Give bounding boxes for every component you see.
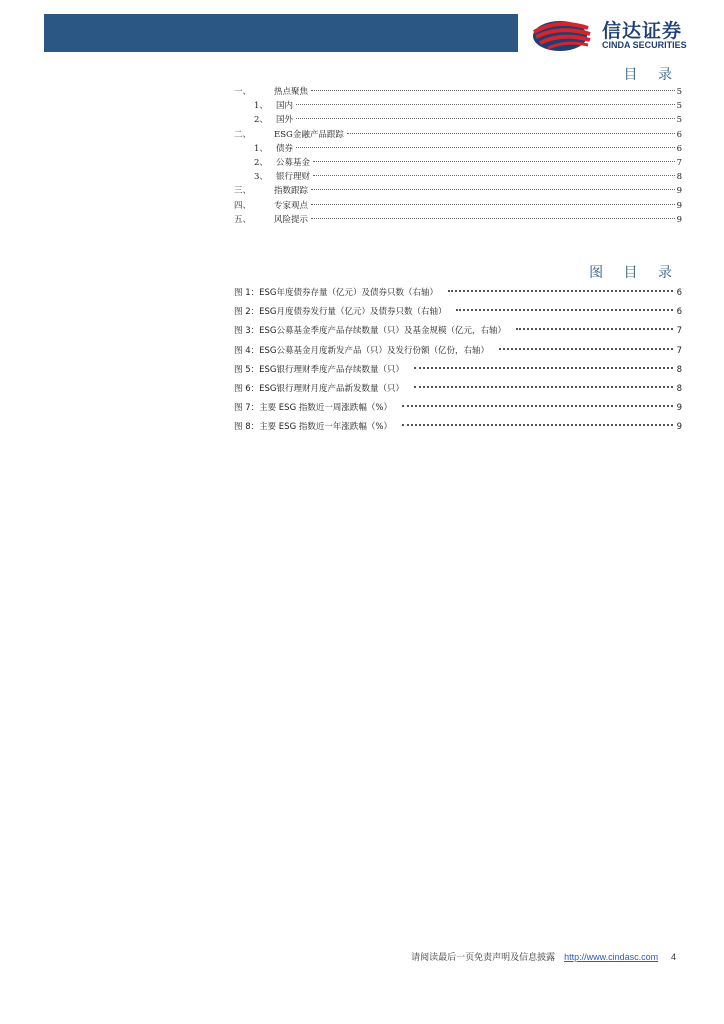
toc-entry-number: 2、 [254, 115, 268, 126]
figure-entry-label: 图 3：ESG公募基金季度产品存续数量（只）及基金规模（亿元，右轴） [234, 326, 506, 337]
toc-entry-label: 国外 [276, 115, 294, 126]
figure-entry-label: 图 2：ESG月度债券发行量（亿元）及债券只数（右轴） [234, 307, 447, 318]
toc-entry-page: 9 [676, 200, 682, 211]
figure-entry-label: 图 6：ESG银行理财月度产品新发数量（只） [234, 383, 404, 394]
dot-leader [296, 108, 675, 119]
toc-entry-label: 指数跟踪 [274, 186, 309, 197]
footer-website-link[interactable]: http://www.cindasc.com [564, 952, 659, 962]
toc-entry-number: 二、 [234, 129, 252, 140]
cinda-logo-icon [530, 14, 594, 54]
toc-entry-label: 国内 [276, 101, 294, 112]
figure-entry-page: 7 [676, 345, 682, 356]
footer-disclaimer: 请阅读最后一页免责声明及信息披露 [411, 953, 556, 963]
toc-entry-label: 公募基金 [276, 157, 311, 168]
dot-leader [311, 80, 675, 91]
dot-leader [414, 357, 673, 369]
toc-title: 目 录 [623, 67, 680, 83]
dot-leader [311, 208, 675, 219]
figure-entry-page: 6 [676, 288, 682, 298]
figure-entry-label: 图 7：主要 ESG 指数近一周涨跌幅（%） [234, 403, 392, 414]
toc-entry-number: 四、 [234, 200, 252, 211]
figure-entry-label: 图 5：ESG银行理财季度产品存续数量（只） [234, 364, 404, 375]
dot-leader [402, 414, 673, 426]
table-of-contents [234, 83, 682, 225]
toc-entry-number: 2、 [254, 157, 268, 168]
logo-name-cn: 信达证券 [602, 20, 683, 42]
toc-entry-number: 五、 [234, 214, 252, 225]
toc-entry-label: ESG金融产品跟踪 [274, 129, 344, 140]
figure-entry-label: 图 8：主要 ESG 指数近一年涨跌幅（%） [234, 422, 392, 433]
toc-entry-page: 5 [676, 101, 682, 112]
dot-leader [414, 376, 673, 388]
figure-entry[interactable] [234, 417, 682, 436]
figure-list-title: 图 目 录 [589, 265, 680, 281]
toc-entry-page: 9 [676, 186, 682, 197]
toc-entry-page: 6 [676, 143, 682, 154]
figure-entry-label: 图 4：ESG公募基金月度新发产品（只）及发行份额（亿份，右轴） [234, 345, 489, 356]
toc-entry-label: 风险提示 [274, 214, 309, 225]
figure-entry-page: 6 [676, 307, 682, 318]
dot-leader [448, 280, 673, 292]
dot-leader [499, 338, 673, 350]
dot-leader [311, 194, 675, 205]
figure-entry-page: 9 [676, 403, 682, 414]
figure-entry-page: 8 [676, 383, 682, 394]
toc-entry-number: 1、 [254, 143, 268, 154]
toc-entry-label: 专家观点 [274, 200, 309, 211]
toc-entry-page: 5 [676, 115, 682, 126]
toc-entry-page: 6 [676, 129, 682, 140]
dot-leader [516, 318, 673, 330]
toc-entry-label: 银行理财 [276, 172, 311, 183]
toc-entry-page: 5 [676, 87, 682, 97]
figure-entry-label: 图 1：ESG年度债券存量（亿元）及债券只数（右轴） [234, 288, 438, 298]
dot-leader [311, 179, 675, 190]
figure-entry-page: 9 [676, 422, 682, 433]
toc-entry-page: 9 [676, 214, 682, 225]
dot-leader [313, 165, 675, 176]
footer [411, 950, 676, 963]
toc-entry-page: 7 [676, 157, 682, 168]
header-bar [44, 14, 518, 52]
toc-entry-label: 热点聚焦 [274, 87, 309, 97]
toc-entry-page: 8 [676, 172, 682, 183]
dot-leader [296, 94, 675, 105]
toc-entry-number: 一、 [234, 87, 252, 97]
logo-name-en: CINDA SECURITIES [602, 40, 687, 50]
cinda-logo [530, 14, 710, 54]
page-number: 4 [670, 952, 676, 962]
figure-list [234, 283, 682, 437]
dot-leader [313, 151, 675, 162]
toc-entry[interactable] [234, 211, 682, 225]
dot-leader [347, 123, 675, 134]
toc-entry-number: 3、 [254, 172, 268, 183]
dot-leader [402, 395, 673, 407]
toc-entry-number: 三、 [234, 186, 252, 197]
figure-entry-page: 8 [676, 364, 682, 375]
dot-leader [456, 299, 672, 311]
dot-leader [296, 137, 675, 148]
toc-entry-number: 1、 [254, 101, 268, 112]
figure-entry-page: 7 [676, 326, 682, 337]
toc-entry-label: 债券 [276, 143, 294, 154]
